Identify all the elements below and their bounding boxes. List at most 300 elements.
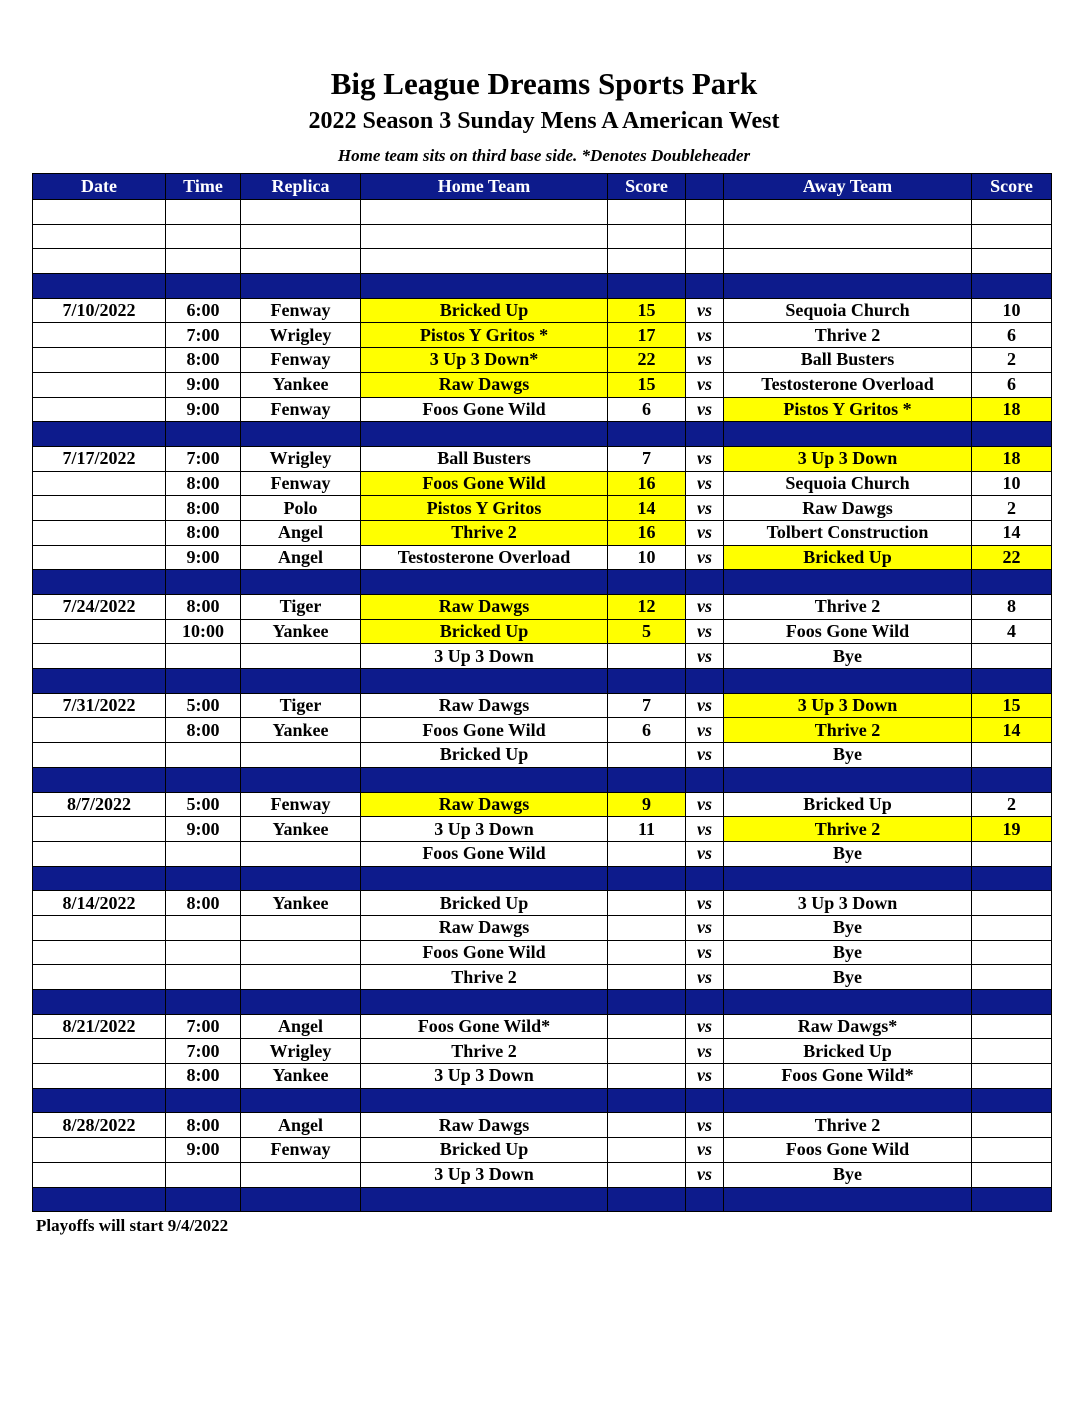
time-cell: 5:00 [166,693,241,718]
time-cell: 8:00 [166,471,241,496]
home-score-cell [608,1162,686,1187]
away-team-cell: Sequoia Church [724,298,972,323]
replica-cell: Yankee [241,891,361,916]
away-team-cell: Bye [724,915,972,940]
empty-cell [361,224,608,249]
replica-cell: Wrigley [241,1039,361,1064]
game-row [33,891,1052,916]
home-score-cell: 5 [608,619,686,644]
home-score-cell: 22 [608,348,686,373]
away-score-cell [972,1014,1052,1039]
home-team-cell: Bricked Up [361,1138,608,1163]
empty-cell [241,866,361,891]
time-cell: 6:00 [166,298,241,323]
empty-cell [972,669,1052,694]
home-score-cell: 7 [608,446,686,471]
blank-row [33,200,1052,225]
date-cell [33,965,166,990]
time-cell: 9:00 [166,372,241,397]
time-cell: 7:00 [166,1039,241,1064]
vs-cell: vs [686,496,724,521]
game-row [33,915,1052,940]
date-cell: 7/10/2022 [33,298,166,323]
empty-cell [972,422,1052,447]
home-score-cell [608,940,686,965]
time-cell: 8:00 [166,718,241,743]
empty-cell [972,274,1052,299]
empty-cell [724,200,972,225]
replica-cell: Tiger [241,595,361,620]
date-cell [33,718,166,743]
vs-cell: vs [686,693,724,718]
page-title: Big League Dreams Sports Park [330,66,758,101]
col-header-vs [686,174,724,200]
game-row [33,520,1052,545]
home-score-cell: 6 [608,397,686,422]
game-row [33,718,1052,743]
blank-row [33,224,1052,249]
home-team-cell: Foos Gone Wild [361,841,608,866]
home-score-cell: 14 [608,496,686,521]
empty-cell [33,200,166,225]
time-cell [166,965,241,990]
empty-cell [972,866,1052,891]
game-row [33,595,1052,620]
empty-cell [686,1088,724,1113]
date-cell: 8/28/2022 [33,1113,166,1138]
away-score-cell [972,644,1052,669]
replica-cell: Fenway [241,397,361,422]
home-team-cell: Raw Dawgs [361,595,608,620]
empty-cell [241,422,361,447]
away-team-cell: Tolbert Construction [724,520,972,545]
time-cell: 7:00 [166,1014,241,1039]
table-header-row [33,174,1052,200]
away-team-cell: Ball Busters [724,348,972,373]
away-score-cell: 22 [972,545,1052,570]
game-row [33,792,1052,817]
replica-cell: Fenway [241,298,361,323]
replica-cell: Fenway [241,792,361,817]
empty-cell [361,1088,608,1113]
away-team-cell: Foos Gone Wild [724,619,972,644]
away-team-cell: Raw Dawgs [724,496,972,521]
time-cell: 9:00 [166,545,241,570]
empty-cell [166,767,241,792]
game-row [33,965,1052,990]
away-score-cell: 2 [972,792,1052,817]
empty-cell [724,1088,972,1113]
home-team-cell: Raw Dawgs [361,1113,608,1138]
separator-row [33,1088,1052,1113]
home-score-cell [608,644,686,669]
empty-cell [608,1088,686,1113]
home-score-cell [608,1014,686,1039]
empty-cell [724,274,972,299]
replica-cell: Yankee [241,1064,361,1089]
separator-row [33,669,1052,694]
home-score-cell [608,891,686,916]
vs-cell: vs [686,841,724,866]
empty-cell [608,249,686,274]
vs-cell: vs [686,891,724,916]
empty-cell [166,200,241,225]
game-row [33,693,1052,718]
empty-cell [361,570,608,595]
home-score-cell: 11 [608,817,686,842]
home-team-cell: Bricked Up [361,743,608,768]
away-team-cell: Bye [724,965,972,990]
game-row [33,496,1052,521]
empty-cell [686,274,724,299]
date-cell [33,817,166,842]
empty-cell [166,224,241,249]
schedule-body [33,200,1052,1212]
col-header-away-team: Away Team [724,174,972,200]
empty-cell [241,767,361,792]
game-row [33,743,1052,768]
away-team-cell: 3 Up 3 Down [724,693,972,718]
date-cell: 7/31/2022 [33,693,166,718]
home-team-cell: Ball Busters [361,446,608,471]
away-score-cell: 15 [972,693,1052,718]
away-score-cell: 18 [972,397,1052,422]
home-score-cell: 9 [608,792,686,817]
home-score-cell [608,1138,686,1163]
empty-cell [361,1187,608,1212]
empty-cell [33,866,166,891]
empty-cell [608,767,686,792]
empty-cell [361,274,608,299]
schedule-note: Home team sits on third base side. *Denotes Doubleheader [337,146,751,165]
away-team-cell: Bricked Up [724,545,972,570]
empty-cell [166,274,241,299]
col-header-home-team: Home Team [361,174,608,200]
date-cell [33,940,166,965]
empty-cell [724,1187,972,1212]
home-team-cell: 3 Up 3 Down [361,817,608,842]
home-score-cell [608,965,686,990]
empty-cell [608,422,686,447]
away-score-cell: 10 [972,471,1052,496]
away-score-cell: 6 [972,372,1052,397]
empty-cell [166,1187,241,1212]
home-score-cell [608,915,686,940]
empty-cell [241,274,361,299]
date-cell [33,471,166,496]
empty-cell [361,767,608,792]
empty-cell [33,990,166,1015]
vs-cell: vs [686,1014,724,1039]
empty-cell [608,570,686,595]
vs-cell: vs [686,348,724,373]
empty-cell [686,200,724,225]
home-team-cell: Thrive 2 [361,520,608,545]
replica-cell: Angel [241,1113,361,1138]
home-team-cell: Foos Gone Wild [361,397,608,422]
home-team-cell: Pistos Y Gritos [361,496,608,521]
date-cell: 8/21/2022 [33,1014,166,1039]
home-score-cell [608,1039,686,1064]
empty-cell [686,990,724,1015]
empty-cell [33,274,166,299]
separator-row [33,767,1052,792]
time-cell: 8:00 [166,348,241,373]
empty-cell [972,249,1052,274]
vs-cell: vs [686,397,724,422]
empty-cell [724,224,972,249]
time-cell: 8:00 [166,1113,241,1138]
replica-cell [241,644,361,669]
vs-cell: vs [686,298,724,323]
replica-cell: Yankee [241,619,361,644]
home-score-cell [608,841,686,866]
empty-cell [686,866,724,891]
vs-cell: vs [686,545,724,570]
replica-cell: Angel [241,545,361,570]
away-team-cell: Thrive 2 [724,1113,972,1138]
empty-cell [608,1187,686,1212]
vs-cell: vs [686,792,724,817]
empty-cell [724,249,972,274]
vs-cell: vs [686,471,724,496]
time-cell: 7:00 [166,323,241,348]
date-cell [33,1064,166,1089]
game-row [33,1138,1052,1163]
time-cell: 9:00 [166,817,241,842]
home-score-cell: 17 [608,323,686,348]
empty-cell [166,249,241,274]
vs-cell: vs [686,1064,724,1089]
away-team-cell: 3 Up 3 Down [724,446,972,471]
time-cell: 5:00 [166,792,241,817]
date-cell: 8/7/2022 [33,792,166,817]
game-row [33,1039,1052,1064]
empty-cell [166,1088,241,1113]
replica-cell: Tiger [241,693,361,718]
home-team-cell: Raw Dawgs [361,693,608,718]
vs-cell: vs [686,619,724,644]
empty-cell [972,570,1052,595]
home-team-cell: 3 Up 3 Down [361,644,608,669]
empty-cell [361,669,608,694]
date-cell [33,743,166,768]
date-cell [33,1162,166,1187]
game-row [33,397,1052,422]
empty-cell [361,200,608,225]
col-header-away-score: Score [972,174,1052,200]
empty-cell [608,990,686,1015]
away-score-cell [972,915,1052,940]
empty-cell [361,866,608,891]
separator-row [33,422,1052,447]
date-cell [33,1039,166,1064]
away-team-cell: Bye [724,841,972,866]
date-cell: 7/24/2022 [33,595,166,620]
empty-cell [33,669,166,694]
empty-cell [686,1187,724,1212]
time-cell [166,743,241,768]
vs-cell: vs [686,1138,724,1163]
time-cell: 7:00 [166,446,241,471]
empty-cell [972,990,1052,1015]
col-header-date: Date [33,174,166,200]
home-team-cell: Foos Gone Wild* [361,1014,608,1039]
home-score-cell [608,1113,686,1138]
away-score-cell: 14 [972,520,1052,545]
replica-cell: Fenway [241,1138,361,1163]
away-score-cell [972,743,1052,768]
date-cell [33,644,166,669]
away-score-cell: 2 [972,496,1052,521]
home-team-cell: Raw Dawgs [361,792,608,817]
empty-cell [686,224,724,249]
separator-row [33,570,1052,595]
replica-cell [241,915,361,940]
home-team-cell: Testosterone Overload [361,545,608,570]
away-team-cell: Foos Gone Wild [724,1138,972,1163]
home-score-cell: 15 [608,298,686,323]
away-team-cell: Thrive 2 [724,595,972,620]
home-team-cell: Thrive 2 [361,965,608,990]
separator-row [33,274,1052,299]
away-team-cell: Thrive 2 [724,323,972,348]
empty-cell [686,422,724,447]
vs-cell: vs [686,1113,724,1138]
away-score-cell [972,1162,1052,1187]
vs-cell: vs [686,372,724,397]
empty-cell [33,570,166,595]
time-cell: 8:00 [166,595,241,620]
away-score-cell: 2 [972,348,1052,373]
vs-cell: vs [686,817,724,842]
replica-cell [241,1162,361,1187]
game-row [33,644,1052,669]
vs-cell: vs [686,718,724,743]
empty-cell [972,1088,1052,1113]
replica-cell [241,940,361,965]
replica-cell: Yankee [241,718,361,743]
date-cell: 7/17/2022 [33,446,166,471]
home-score-cell: 10 [608,545,686,570]
empty-cell [241,200,361,225]
date-cell [33,323,166,348]
time-cell: 8:00 [166,1064,241,1089]
away-team-cell: Testosterone Overload [724,372,972,397]
away-team-cell: Bye [724,1162,972,1187]
game-row [33,1014,1052,1039]
time-cell [166,940,241,965]
page-subtitle: 2022 Season 3 Sunday Mens A American West [308,108,780,134]
away-team-cell: Raw Dawgs* [724,1014,972,1039]
empty-cell [241,224,361,249]
empty-cell [241,570,361,595]
away-score-cell [972,891,1052,916]
away-score-cell [972,1064,1052,1089]
empty-cell [241,990,361,1015]
replica-cell: Angel [241,520,361,545]
home-score-cell: 15 [608,372,686,397]
away-score-cell [972,965,1052,990]
away-score-cell [972,1039,1052,1064]
empty-cell [33,1187,166,1212]
home-team-cell: 3 Up 3 Down* [361,348,608,373]
away-team-cell: Bricked Up [724,1039,972,1064]
empty-cell [608,669,686,694]
date-cell [33,372,166,397]
away-team-cell: Bye [724,743,972,768]
home-team-cell: Thrive 2 [361,1039,608,1064]
home-team-cell: Pistos Y Gritos * [361,323,608,348]
replica-cell: Fenway [241,471,361,496]
replica-cell [241,743,361,768]
game-row [33,372,1052,397]
empty-cell [166,570,241,595]
empty-cell [166,669,241,694]
empty-cell [724,422,972,447]
empty-cell [241,1187,361,1212]
away-score-cell: 18 [972,446,1052,471]
home-score-cell: 6 [608,718,686,743]
away-score-cell [972,841,1052,866]
date-cell [33,841,166,866]
vs-cell: vs [686,323,724,348]
date-cell [33,915,166,940]
empty-cell [724,990,972,1015]
time-cell: 10:00 [166,619,241,644]
col-header-replica: Replica [241,174,361,200]
separator-row [33,1187,1052,1212]
vs-cell: vs [686,915,724,940]
away-score-cell [972,940,1052,965]
separator-row [33,866,1052,891]
home-score-cell: 12 [608,595,686,620]
empty-cell [166,866,241,891]
away-team-cell: Pistos Y Gritos * [724,397,972,422]
away-team-cell: Sequoia Church [724,471,972,496]
time-cell: 9:00 [166,1138,241,1163]
vs-cell: vs [686,1039,724,1064]
empty-cell [166,422,241,447]
empty-cell [361,990,608,1015]
game-row [33,471,1052,496]
empty-cell [686,767,724,792]
empty-cell [686,570,724,595]
game-row [33,619,1052,644]
date-cell [33,619,166,644]
replica-cell: Wrigley [241,323,361,348]
away-team-cell: Bricked Up [724,792,972,817]
home-score-cell [608,1064,686,1089]
date-cell [33,520,166,545]
game-row [33,545,1052,570]
replica-cell [241,965,361,990]
col-header-home-score: Score [608,174,686,200]
time-cell: 8:00 [166,520,241,545]
blank-row [33,249,1052,274]
home-score-cell: 7 [608,693,686,718]
empty-cell [361,422,608,447]
col-header-time: Time [166,174,241,200]
away-score-cell: 6 [972,323,1052,348]
empty-cell [361,249,608,274]
empty-cell [972,200,1052,225]
date-cell [33,397,166,422]
home-team-cell: Bricked Up [361,619,608,644]
vs-cell: vs [686,965,724,990]
empty-cell [33,422,166,447]
game-row [33,817,1052,842]
